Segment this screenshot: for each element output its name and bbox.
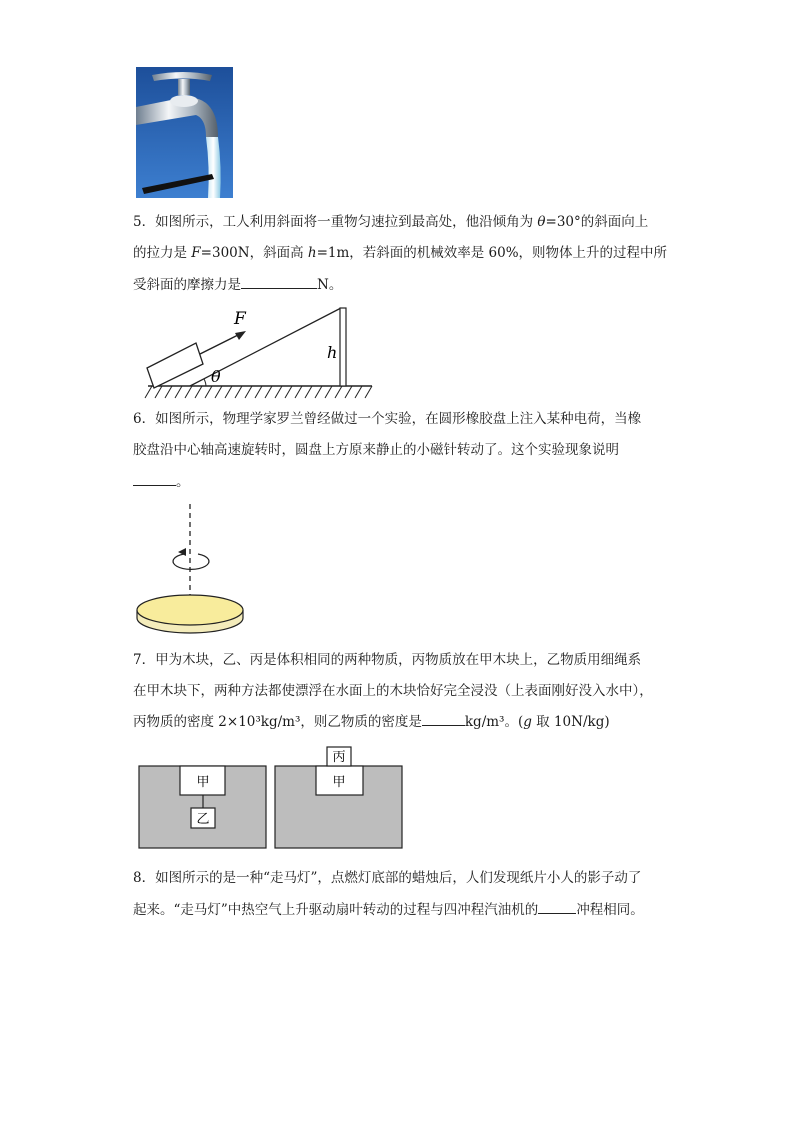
answer-blank bbox=[241, 274, 317, 289]
q8-line-1: 8．如图所示的是一种“走马灯”，点燃灯底部的蜡烛后，人们发现纸片小人的影子动了 bbox=[133, 870, 642, 886]
height-label: h bbox=[327, 343, 338, 362]
q5-line-1: 5．如图所示，工人利用斜面将一重物匀速拉到最高处，他沿倾角为 θ=30°的斜面向上 bbox=[133, 214, 649, 230]
q6-line-1: 6．如图所示，物理学家罗兰曾经做过一个实验，在圆形橡胶盘上注入某种电荷，当橡 bbox=[133, 411, 642, 427]
rotating-disk-diagram bbox=[132, 502, 248, 638]
answer-blank bbox=[133, 471, 176, 486]
answer-blank bbox=[538, 899, 576, 914]
q5-line-3: 受斜面的摩擦力是 N。 bbox=[133, 274, 342, 295]
q5-line-2: 的拉力是 F=300N，斜面高 h=1m，若斜面的机械效率是 60%，则物体上升的过程中所 bbox=[133, 245, 668, 261]
q8-line-2: 起来。“走马灯”中热空气上升驱动扇叶转动的过程与四冲程汽油机的 冲程相同。 bbox=[133, 899, 644, 920]
angle-label: θ bbox=[211, 367, 221, 386]
faucet-photo bbox=[136, 67, 233, 198]
q7-line-2: 在甲木块下，两种方法都使漂浮在水面上的木块恰好完全浸没（上表面刚好没入水中）， bbox=[133, 683, 653, 699]
q6-line-2: 胶盘沿中心轴高速旋转时，圆盘上方原来静止的小磁针转动了。这个实验现象说明 bbox=[133, 442, 619, 458]
q7-line-1: 7．甲为木块，乙、丙是体积相同的两种物质，丙物质放在甲木块上，乙物质用细绳系 bbox=[133, 652, 642, 668]
q7-line-3: 丙物质的密度 2×10³kg/m³，则乙物质的密度是 kg/m³。(g 取 10N/kg) bbox=[133, 711, 610, 732]
force-label: F bbox=[234, 309, 246, 329]
block-bing-label: 丙 bbox=[332, 750, 346, 765]
floating-blocks-diagram bbox=[138, 745, 406, 850]
q6-line-3: 。 bbox=[133, 471, 190, 492]
incline-diagram bbox=[140, 302, 380, 402]
block-jia-label: 甲 bbox=[196, 775, 210, 790]
block-yi-label: 乙 bbox=[196, 812, 210, 827]
answer-blank bbox=[422, 711, 465, 726]
block-jia-label: 甲 bbox=[332, 775, 346, 790]
